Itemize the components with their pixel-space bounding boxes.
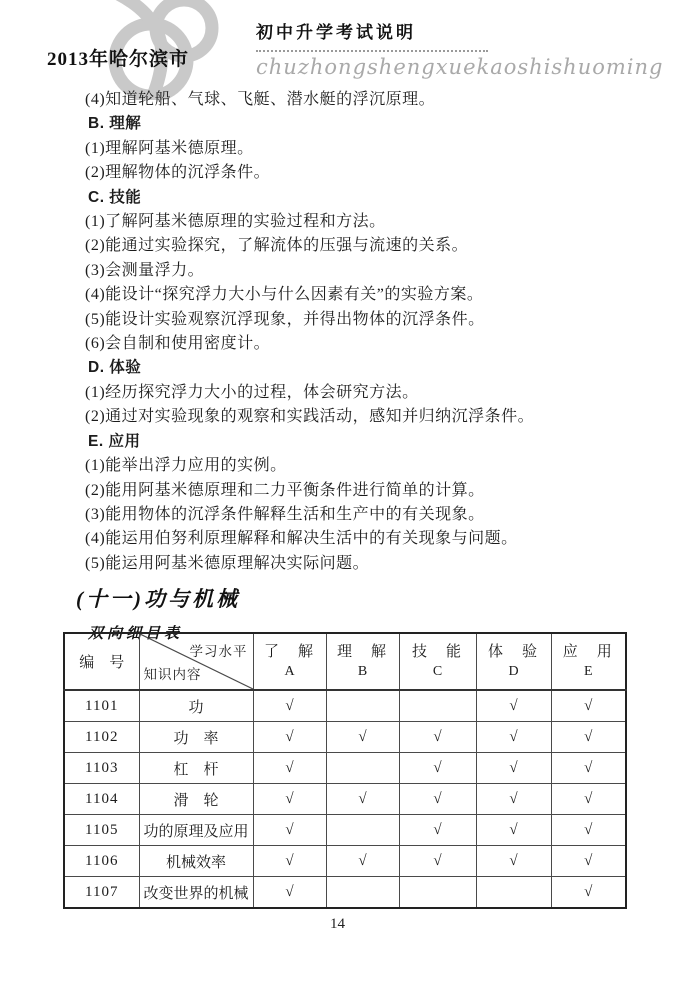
mark-cell: √ (476, 784, 551, 815)
unit-heading: (十一)功与机械 (76, 587, 240, 612)
mark-cell: √ (551, 846, 626, 877)
table-row (64, 753, 626, 784)
mark-cell: √ (253, 846, 326, 877)
document-title: 初中升学考试说明 (256, 23, 416, 42)
mark-cell: √ (326, 784, 399, 815)
text-line: (1)理解阿基米德原理。 (85, 139, 254, 157)
text-line: (3)会测量浮力。 (85, 261, 205, 279)
header-level-a: 了 解 A (253, 633, 326, 690)
row-id: 1103 (64, 753, 139, 784)
row-topic: 滑 轮 (139, 784, 253, 815)
text-line: (2)能通过实验探究，了解流体的压强与流速的关系。 (85, 237, 469, 255)
mark-cell: √ (253, 815, 326, 846)
text-line: (4)能设计“探究浮力大小与什么因素有关”的实验方案。 (85, 286, 484, 304)
row-topic: 功 (139, 690, 253, 722)
table-row (64, 815, 626, 846)
header-level-c: 技 能 C (399, 633, 476, 690)
row-topic: 杠 杆 (139, 753, 253, 784)
mark-cell: √ (551, 690, 626, 722)
mark-cell (399, 690, 476, 722)
mark-cell: √ (476, 846, 551, 877)
text-line: (1)了解阿基米德原理的实验过程和方法。 (85, 213, 386, 231)
dotted-divider (256, 50, 488, 52)
mark-cell: √ (551, 753, 626, 784)
mark-cell (326, 690, 399, 722)
header-level-e: 应 用 E (551, 633, 626, 690)
mark-cell (326, 815, 399, 846)
mark-cell (326, 877, 399, 909)
mark-cell: √ (476, 753, 551, 784)
table-row (64, 846, 626, 877)
mark-cell: √ (476, 722, 551, 753)
mark-cell: √ (253, 722, 326, 753)
mark-cell: √ (551, 722, 626, 753)
mark-cell (399, 877, 476, 909)
table-row (64, 784, 626, 815)
header-level-d: 体 验 D (476, 633, 551, 690)
mark-cell (476, 877, 551, 909)
section-heading: B. 理解 (88, 115, 142, 133)
table-row (64, 690, 626, 722)
text-line: (4)能运用伯努利原理解释和解决生活中的有关现象与问题。 (85, 530, 518, 548)
mark-cell: √ (326, 846, 399, 877)
mark-cell: √ (399, 846, 476, 877)
edition-label: 2013年哈尔滨市 (47, 49, 190, 70)
mark-cell: √ (399, 815, 476, 846)
section-heading: D. 体验 (88, 359, 142, 377)
text-line: (2)理解物体的沉浮条件。 (85, 164, 271, 182)
row-topic: 机械效率 (139, 846, 253, 877)
row-topic: 功的原理及应用 (139, 815, 253, 846)
header-corner-top: 学习水平 (189, 644, 248, 659)
mark-cell: √ (399, 784, 476, 815)
section-heading: C. 技能 (88, 188, 142, 206)
mark-cell: √ (253, 877, 326, 909)
row-topic: 功 率 (139, 722, 253, 753)
text-line: (5)能设计实验观察沉浮现象，并得出物体的沉浮条件。 (85, 310, 485, 328)
mark-cell (326, 753, 399, 784)
title-pinyin: chuzhongshengxuekaoshishuoming (256, 55, 664, 79)
text-line: (2)通过对实验现象的观察和实践活动，感知并归纳沉浮条件。 (85, 408, 535, 426)
mark-cell: √ (326, 722, 399, 753)
table-header-row (64, 633, 626, 690)
mark-cell: √ (551, 815, 626, 846)
mark-cell: √ (399, 722, 476, 753)
text-line: (2)能用阿基米德原理和二力平衡条件进行简单的计算。 (85, 481, 485, 499)
mark-cell: √ (253, 690, 326, 722)
mark-cell: √ (551, 877, 626, 909)
page-number: 14 (330, 916, 345, 932)
mark-cell: √ (476, 690, 551, 722)
row-id: 1106 (64, 846, 139, 877)
text-line: (1)能举出浮力应用的实例。 (85, 457, 287, 475)
text-line: (6)会自制和使用密度计。 (85, 335, 271, 353)
mark-cell: √ (253, 753, 326, 784)
text-line: (3)能用物体的沉浮条件解释生活和生产中的有关现象。 (85, 505, 485, 523)
row-id: 1102 (64, 722, 139, 753)
header-id: 编 号 (64, 633, 139, 690)
text-line: (4)知道轮船、气球、飞艇、潜水艇的浮沉原理。 (85, 91, 436, 108)
section-heading: E. 应用 (88, 432, 141, 450)
mark-cell: √ (551, 784, 626, 815)
header-corner-cell (139, 633, 253, 690)
mark-cell: √ (253, 784, 326, 815)
text-line: (5)能运用阿基米德原理解决实际问题。 (85, 554, 370, 572)
body-text (62, 88, 640, 643)
row-id: 1104 (64, 784, 139, 815)
masthead (256, 18, 664, 79)
row-id: 1105 (64, 815, 139, 846)
row-topic: 改变世界的机械 (139, 877, 253, 909)
table-row (64, 877, 626, 909)
specification-table (63, 632, 627, 909)
header-level-b: 理 解 B (326, 633, 399, 690)
table-caption: 双向细目表 (88, 626, 184, 643)
table-row (64, 722, 626, 753)
row-id: 1101 (64, 690, 139, 722)
header-corner-bottom: 知识内容 (143, 667, 202, 682)
mark-cell: √ (476, 815, 551, 846)
text-line: (1)经历探究浮力大小的过程，体会研究方法。 (85, 383, 419, 401)
mark-cell: √ (399, 753, 476, 784)
row-id: 1107 (64, 877, 139, 909)
